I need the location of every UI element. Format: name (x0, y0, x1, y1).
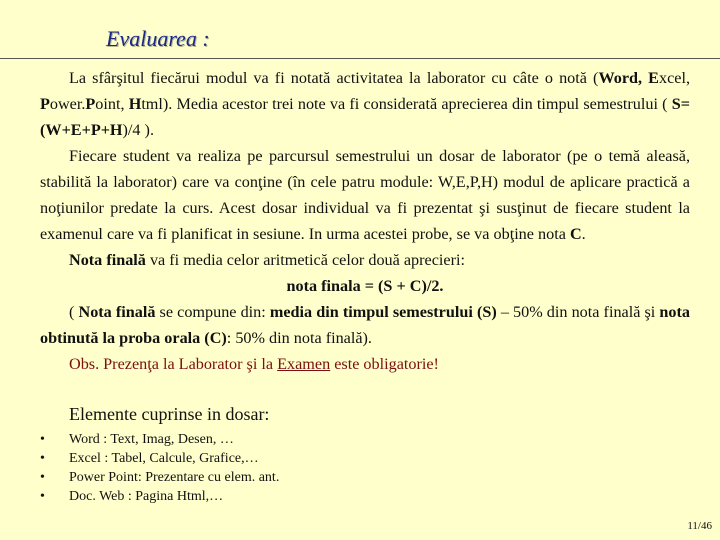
slide-title: Evaluarea : (106, 26, 210, 51)
paragraph-lab-portfolio: Fiecare student va realiza pe parcursul semestrului un dosar de laborator (pe o temă aleasă, stabilită la laborator) care va conţine (în cele patru module: W,E,P,H) modul de aplicare practică a noţiunilor predate la curs. Acest dosar individual va fi prezentat şi susţinut de fiecare student la examenul care va fi planificat in sesiune. In urma acestei probe, se va obţine nota C. (40, 147, 690, 243)
paragraph-evaluation-modules: La sfârşitul fiecărui modul va fi notată activitatea la laborator cu câte o notă (Word, Excel, Power.Point, Html). Media acestor trei note va fi considerată aprecierea din timpul semestrului ( S=(W+E+P+H)/4 ). (40, 69, 690, 139)
paragraph-final-grade-composition: ( Nota finală se compune din: media din timpul semestrului (S) – 50% din nota finală şi nota obtinută la proba orala (C): 50% din nota finală). (40, 303, 691, 347)
list-item: • Excel : Tabel, Calcule, Grafice,… (40, 451, 259, 466)
portfolio-items-list (40, 430, 279, 506)
attendance-note: Obs. Prezenţa la Laborator şi la Examen este obligatorie! (69, 355, 439, 373)
bullet-icon: • (40, 470, 45, 485)
paragraph-final-grade-intro: Nota finală va fi media celor aritmetică celor două aprecieri: (69, 251, 465, 269)
list-item: • Power Point: Prezentare cu elem. ant. (40, 470, 280, 485)
title-divider (0, 58, 720, 59)
final-grade-formula: nota finala = (S + C)/2. (286, 277, 444, 295)
list-item: • Word : Text, Imag, Desen, … (40, 432, 234, 447)
bullet-icon: • (40, 489, 45, 504)
list-item: • Doc. Web : Pagina Html,… (40, 489, 224, 504)
bullet-icon: • (40, 432, 45, 447)
slide-body (40, 65, 690, 377)
page-number: 11/46 (687, 520, 712, 532)
bullet-icon: • (40, 451, 45, 466)
section-title-portfolio-contents: Elemente cuprinse in dosar: (69, 404, 270, 424)
